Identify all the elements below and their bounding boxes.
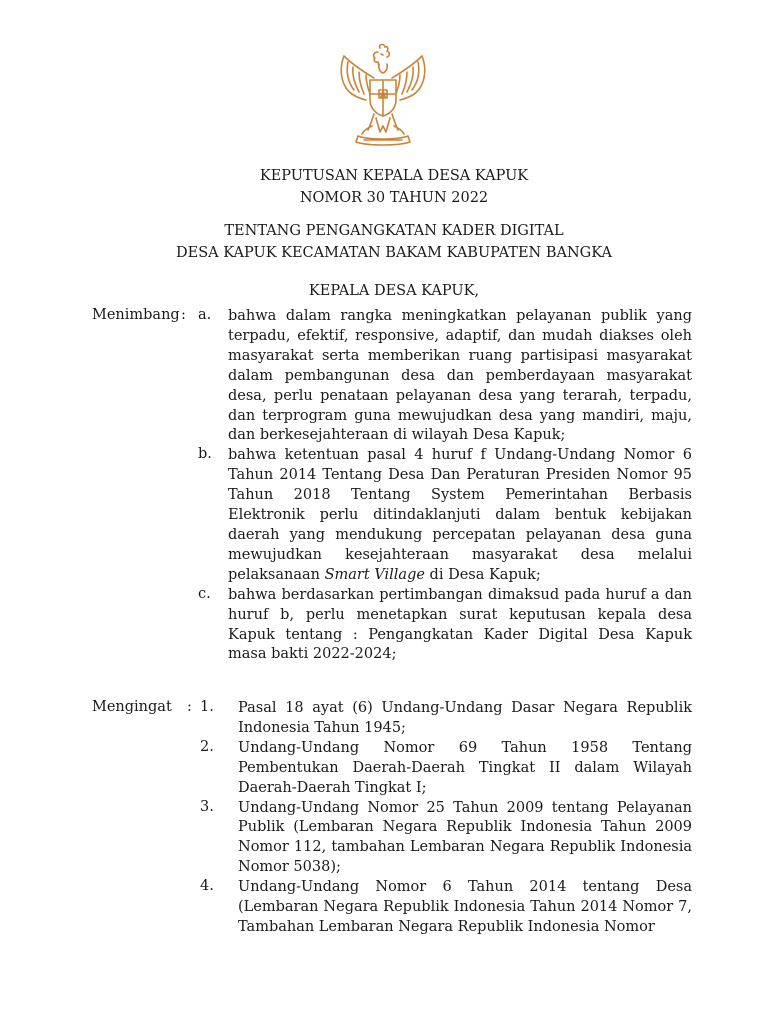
item-marker: 2. [200,738,214,755]
mengingat-colon: : [187,699,192,715]
mengingat-label: Mengingat [92,699,172,715]
item-marker: 3. [200,798,214,815]
item-text-part: bahwa ketentuan pasal 4 huruf f Undang-Undang Nomor 6 Tahun 2014 Tentang Desa Dan Peraturan Presiden Nomor 95 Tahun 2018 Tentang System Pemerintahan Berbasis Elektronik perlu ditindaklanjuti dalam bentuk kebijakan daerah yang mendukung percepatan pelayanan desa guna mewujudkan kesejahteraan masyarakat desa melalui pelaksanaan [228,447,692,583]
item-marker: a. [198,307,212,323]
issuing-authority: KEPALA DESA KAPUK, [308,283,480,299]
list-item [0,307,768,446]
list-item [0,739,768,799]
menimbang-colon: : [181,307,186,323]
item-text: Undang-Undang Nomor 25 Tahun 2009 tentang Pelayanan Publik (Lembaran Negara Republik Indonesia Tahun 2009 Nomor 112, tambahan Lembaran Negara Republik Indonesia Nomor 5038); [238,799,692,876]
item-text: bahwa berdasarkan pertimbangan dimaksud pada huruf a dan huruf b, perlu menetapkan surat keputusan kepala desa Kapuk tentang : Pengangkatan Kader Digital Desa Kapuk masa bakti 2022-2024; [228,586,692,663]
item-text: Undang-Undang Nomor 6 Tahun 2014 tentang Desa (Lembaran Negara Republik Indonesia Tahun 2014 Nomor 7, Tambahan Lembaran Negara Republik Indonesia Nomor [238,879,692,935]
item-text: bahwa dalam rangka meningkatkan pelayanan publik yang terpadu, efektif, responsive, adaptif, dan mudah diakses oleh masyarakat serta memberikan ruang partisipasi masyarakat dalam pembangunan desa dan pemberdayaan masyarakat desa, perlu penataan pelayanan desa yang terarah, terpadu, dan terprogram guna mewujudkan desa yang mandiri, maju, dan berkesejahteraan di wilayah Desa Kapuk; [228,308,692,444]
item-marker: 1. [200,699,214,715]
item-text-italic: Smart Village [324,566,425,583]
list-item [0,699,768,739]
decree-subject-line-1: TENTANG PENGANGKATAN KADER DIGITAL [224,223,564,239]
item-text [228,446,692,585]
item-text: Pasal 18 ayat (6) Undang-Undang Dasar Negara Republik Indonesia Tahun 1945; [238,700,692,736]
mengingat-section [0,699,768,938]
item-marker: 4. [200,878,214,895]
decree-subject-line-2: DESA KAPUK KECAMATAN BAKAM KABUPATEN BANGKA [176,245,612,261]
list-item [0,878,768,938]
item-marker: c. [198,585,211,602]
item-text-part: di Desa Kapuk; [424,566,541,583]
decree-title: KEPUTUSAN KEPALA DESA KAPUK [259,168,529,184]
decree-number: NOMOR 30 TAHUN 2022 [299,190,489,206]
menimbang-label: Menimbang [92,307,180,323]
menimbang-section [0,307,768,665]
list-item [0,799,768,879]
garuda-pancasila-emblem-icon [328,42,438,150]
item-marker: b. [198,446,212,463]
list-item [0,446,768,585]
item-text: Undang-Undang Nomor 69 Tahun 1958 Tentang Pembentukan Daerah-Daerah Tingkat II dalam Wilayah Daerah-Daerah Tingkat I; [238,739,692,796]
list-item [0,586,768,666]
